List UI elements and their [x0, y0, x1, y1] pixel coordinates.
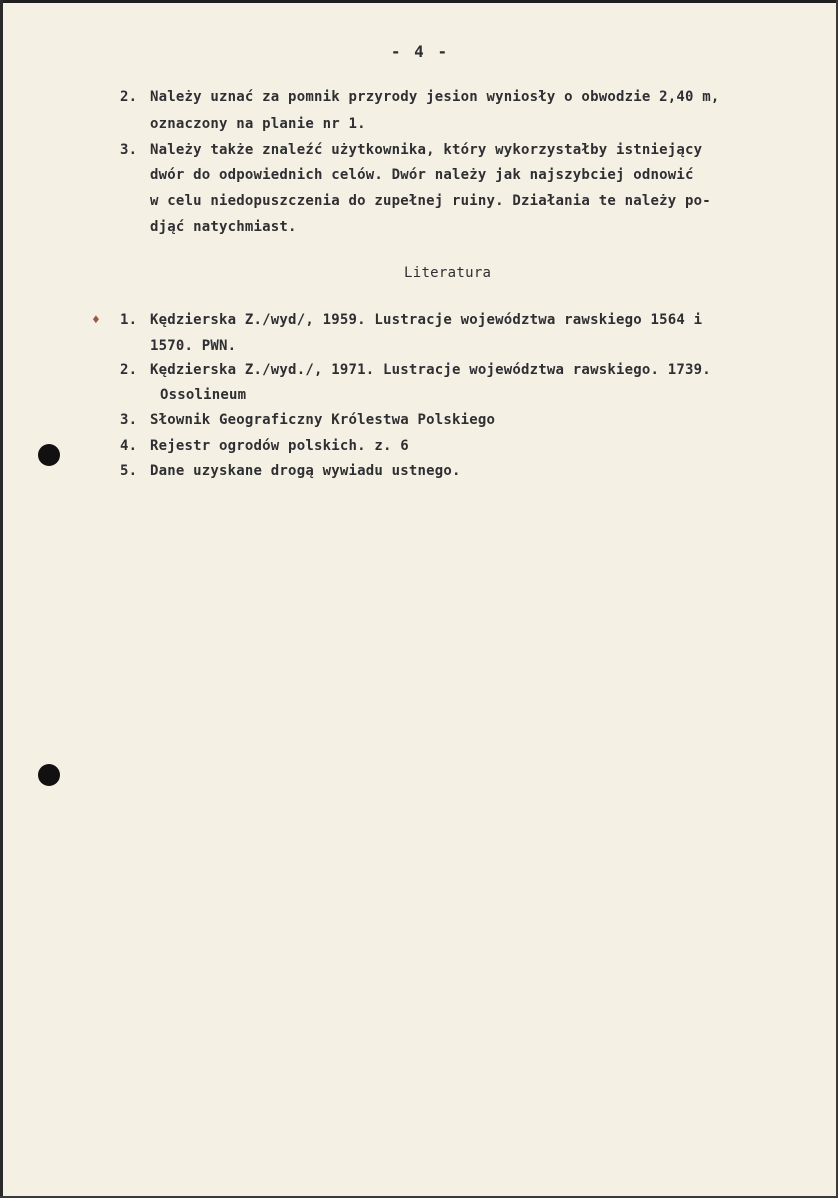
literature-1-number: 1. [120, 312, 138, 328]
item-3-line-3: w celu niedopuszczenia do zupełnej ruiny. Działania te należy po- [150, 193, 711, 209]
literature-1-line-2: 1570. PWN. [150, 338, 237, 354]
literature-1-line-1: Kędzierska Z./wyd/, 1959. Lustracje województwa rawskiego 1564 i [150, 312, 703, 328]
literature-4-line-1: Rejestr ogrodów polskich. z. 6 [150, 438, 409, 454]
page-number: - 4 - [390, 42, 450, 61]
punch-hole-upper [38, 444, 60, 466]
item-3-line-1: Należy także znaleźć użytkownika, który wykorzystałby istniejący [150, 142, 703, 158]
item-2-number: 2. [120, 89, 138, 105]
literature-2-line-1: Kędzierska Z./wyd./, 1971. Lustracje województwa rawskiego. 1739. [150, 362, 711, 378]
item-3-line-2: dwór do odpowiednich celów. Dwór należy jak najszybciej odnowić [150, 167, 694, 183]
literature-2-line-2: Ossolineum [160, 387, 247, 403]
item-3-line-4: djąć natychmiast. [150, 219, 297, 235]
item-3-number: 3. [120, 142, 138, 158]
literature-5-number: 5. [120, 463, 138, 479]
literature-heading: Literatura [404, 265, 492, 281]
literature-4-number: 4. [120, 438, 138, 454]
item-2-line-1: Należy uznać za pomnik przyrody jesion wyniosły o obwodzie 2,40 m, [150, 89, 720, 105]
literature-3-line-1: Słownik Geograficzny Królestwa Polskiego [150, 412, 496, 428]
ink-mark: ♦ [92, 313, 100, 328]
literature-5-line-1: Dane uzyskane drogą wywiadu ustnego. [150, 463, 461, 479]
literature-2-number: 2. [120, 362, 138, 378]
page-edge-left [0, 0, 3, 1198]
page-edge-top [0, 0, 838, 3]
item-2-line-2: oznaczony na planie nr 1. [150, 116, 366, 132]
literature-3-number: 3. [120, 412, 138, 428]
punch-hole-lower [38, 764, 60, 786]
